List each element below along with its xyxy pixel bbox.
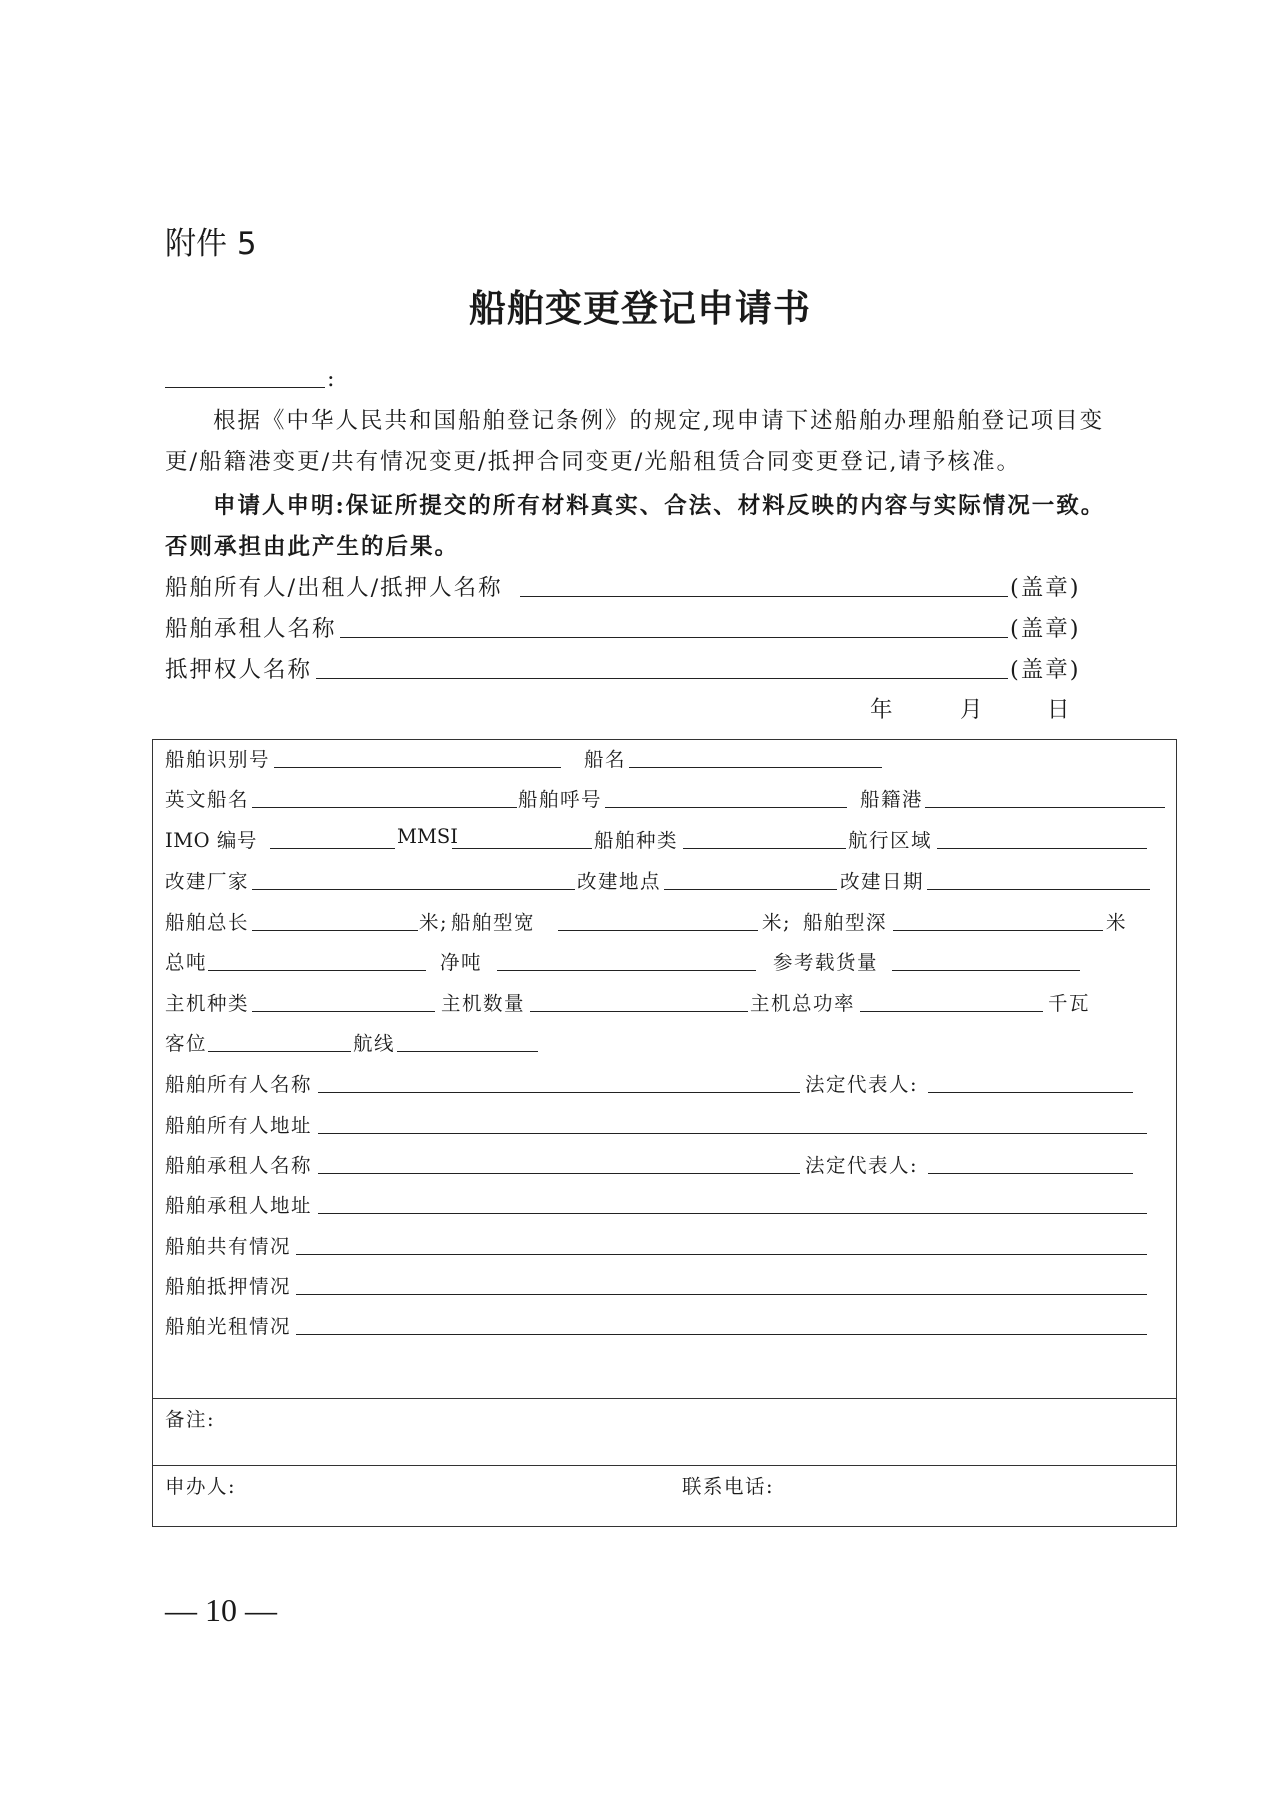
rebuild-yard-label: 改建厂家 bbox=[165, 870, 250, 893]
navigation-area-label: 航行区域 bbox=[848, 829, 933, 852]
signatory-owner-field[interactable] bbox=[520, 596, 1008, 597]
co-ownership-field[interactable] bbox=[296, 1254, 1147, 1255]
rebuild-place-field[interactable] bbox=[664, 889, 837, 890]
phone-label: 联系电话: bbox=[682, 1475, 775, 1498]
owner-address-label: 船舶所有人地址 bbox=[165, 1114, 313, 1137]
intro-line-1: 根据《中华人民共和国船舶登记条例》的规定,现申请下述船舶办理船舶登记项目变 bbox=[213, 408, 1105, 434]
imo-label: IMO 编号 bbox=[165, 829, 257, 852]
english-name-field[interactable] bbox=[252, 807, 517, 808]
passenger-berths-label: 客位 bbox=[165, 1032, 208, 1055]
signatory-charterer-label: 船舶承租人名称 bbox=[165, 616, 337, 642]
page-title: 船舶变更登记申请书 bbox=[469, 286, 811, 330]
length-field[interactable] bbox=[252, 930, 418, 931]
imo-field[interactable] bbox=[270, 848, 395, 849]
remarks-divider bbox=[152, 1398, 1177, 1399]
date-day: 日 bbox=[1047, 697, 1072, 723]
rebuild-yard-field[interactable] bbox=[252, 889, 575, 890]
owner-name-field[interactable] bbox=[318, 1092, 800, 1093]
ship-id-field[interactable] bbox=[274, 767, 561, 768]
addressee-blank[interactable] bbox=[165, 387, 325, 388]
legal-rep-label-2: 法定代表人: bbox=[805, 1154, 919, 1177]
date-year: 年 bbox=[870, 697, 895, 723]
signatory-mortgagee-label: 抵押权人名称 bbox=[165, 657, 313, 683]
co-ownership-label: 船舶共有情况 bbox=[165, 1235, 292, 1258]
rebuild-place-label: 改建地点 bbox=[577, 870, 662, 893]
route-field[interactable] bbox=[397, 1051, 538, 1052]
port-of-registry-field[interactable] bbox=[925, 807, 1165, 808]
mmsi-field[interactable] bbox=[452, 848, 592, 849]
charterer-name-field[interactable] bbox=[318, 1173, 800, 1174]
charterer-address-label: 船舶承租人地址 bbox=[165, 1194, 313, 1217]
addressee-colon: : bbox=[327, 366, 337, 392]
engine-power-label: 主机总功率 bbox=[750, 992, 856, 1015]
ship-id-label: 船舶识别号 bbox=[165, 748, 271, 771]
seal-label: (盖章) bbox=[1010, 616, 1081, 642]
call-sign-label: 船舶呼号 bbox=[518, 788, 603, 811]
signatory-owner-label: 船舶所有人/出租人/抵押人名称 bbox=[165, 575, 503, 601]
ship-name-label: 船名 bbox=[584, 748, 627, 771]
date-month: 月 bbox=[960, 697, 985, 723]
intro-line-2: 更/船籍港变更/共有情况变更/抵押合同变更/光船租赁合同变更登记,请予核准。 bbox=[165, 449, 1021, 475]
declaration-line-1: 申请人申明:保证所提交的所有材料真实、合法、材料反映的内容与实际情况一致。 bbox=[213, 493, 1106, 519]
engine-type-label: 主机种类 bbox=[165, 992, 250, 1015]
legal-rep-field[interactable] bbox=[928, 1092, 1133, 1093]
engine-type-field[interactable] bbox=[252, 1011, 435, 1012]
seal-label: (盖章) bbox=[1010, 657, 1081, 683]
length-label: 船舶总长 bbox=[165, 911, 250, 934]
signatory-charterer-field[interactable] bbox=[340, 637, 1008, 638]
legal-rep-field-2[interactable] bbox=[928, 1173, 1133, 1174]
handler-label: 申办人: bbox=[165, 1475, 237, 1498]
port-of-registry-label: 船籍港 bbox=[860, 788, 924, 811]
engine-count-label: 主机数量 bbox=[441, 992, 526, 1015]
engine-power-unit: 千瓦 bbox=[1048, 992, 1091, 1015]
engine-power-field[interactable] bbox=[860, 1011, 1043, 1012]
signatory-mortgagee-field[interactable] bbox=[316, 678, 1008, 679]
call-sign-field[interactable] bbox=[605, 807, 847, 808]
mortgage-label: 船舶抵押情况 bbox=[165, 1275, 292, 1298]
remarks-label: 备注: bbox=[165, 1408, 216, 1431]
depth-unit: 米 bbox=[1106, 911, 1128, 934]
mortgage-field[interactable] bbox=[296, 1294, 1147, 1295]
deadweight-label: 参考载货量 bbox=[773, 951, 879, 974]
deadweight-field[interactable] bbox=[892, 970, 1080, 971]
breadth-label: 船舶型宽 bbox=[451, 911, 536, 934]
depth-label: 船舶型深 bbox=[803, 911, 888, 934]
engine-count-field[interactable] bbox=[530, 1011, 748, 1012]
charterer-name-label: 船舶承租人名称 bbox=[165, 1154, 313, 1177]
legal-rep-label: 法定代表人: bbox=[805, 1073, 919, 1096]
route-label: 航线 bbox=[353, 1032, 396, 1055]
breadth-unit: 米; bbox=[762, 911, 792, 934]
owner-name-label: 船舶所有人名称 bbox=[165, 1073, 313, 1096]
seal-label: (盖章) bbox=[1010, 575, 1081, 601]
depth-field[interactable] bbox=[893, 930, 1103, 931]
navigation-area-field[interactable] bbox=[937, 848, 1147, 849]
rebuild-date-label: 改建日期 bbox=[840, 870, 925, 893]
ship-type-label: 船舶种类 bbox=[594, 829, 679, 852]
ship-name-field[interactable] bbox=[629, 767, 882, 768]
passenger-berths-field[interactable] bbox=[208, 1051, 351, 1052]
ship-type-field[interactable] bbox=[683, 848, 846, 849]
gross-tonnage-label: 总吨 bbox=[165, 951, 208, 974]
breadth-field[interactable] bbox=[558, 930, 758, 931]
page-number: — 10 — bbox=[165, 1592, 277, 1628]
declaration-line-2: 否则承担由此产生的后果。 bbox=[165, 534, 460, 560]
bareboat-field[interactable] bbox=[296, 1334, 1147, 1335]
length-unit: 米; bbox=[419, 911, 449, 934]
bareboat-label: 船舶光租情况 bbox=[165, 1315, 292, 1338]
handler-divider bbox=[152, 1465, 1177, 1466]
net-tonnage-field[interactable] bbox=[497, 970, 756, 971]
gross-tonnage-field[interactable] bbox=[208, 970, 426, 971]
rebuild-date-field[interactable] bbox=[927, 889, 1150, 890]
mmsi-label: MMSI bbox=[397, 825, 458, 848]
charterer-address-field[interactable] bbox=[318, 1213, 1147, 1214]
owner-address-field[interactable] bbox=[318, 1133, 1147, 1134]
english-name-label: 英文船名 bbox=[165, 788, 250, 811]
net-tonnage-label: 净吨 bbox=[440, 951, 483, 974]
attachment-label: 附件 5 bbox=[165, 226, 257, 262]
